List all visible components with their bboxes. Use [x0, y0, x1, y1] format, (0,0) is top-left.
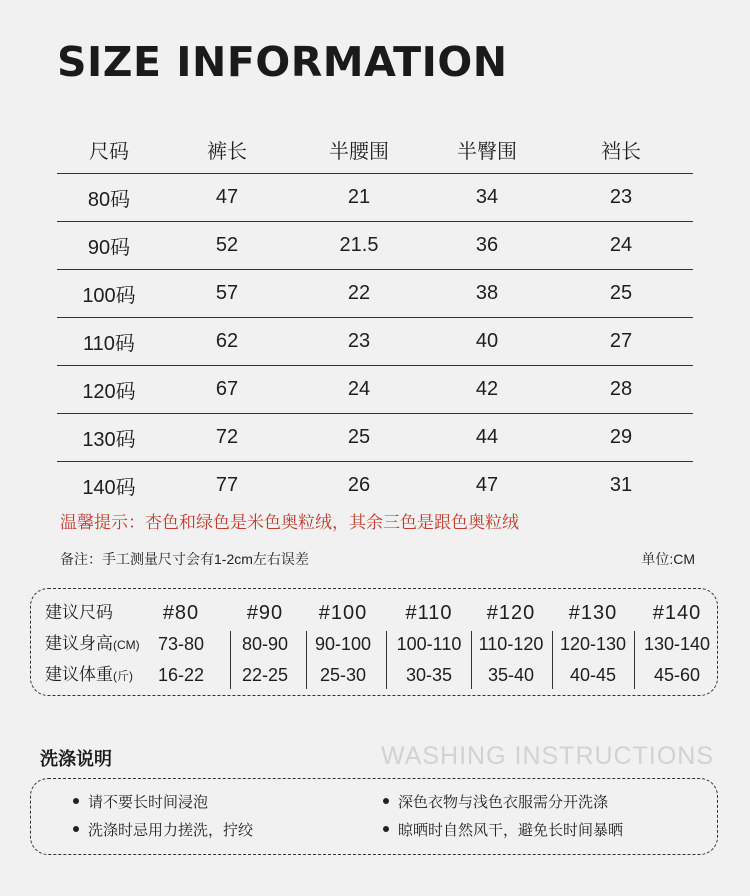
- table-row: [57, 222, 693, 270]
- recommend-size: #130: [568, 602, 618, 624]
- table-cell: 80码: [57, 174, 161, 222]
- table-cell: 130码: [57, 414, 161, 462]
- table-row: [57, 462, 693, 510]
- table-cell: 28: [549, 366, 693, 414]
- recommend-box: [30, 588, 718, 696]
- recommend-size-row: [31, 597, 717, 629]
- table-cell: 62: [161, 318, 293, 366]
- recommend-height: 130-140: [643, 634, 711, 654]
- table-cell: 67: [161, 366, 293, 414]
- table-cell: 52: [161, 222, 293, 270]
- washing-box: [30, 778, 718, 855]
- washing-item: 请不要长时间浸泡: [73, 793, 208, 813]
- table-cell: 21.5: [293, 222, 425, 270]
- table-cell: 26: [347, 474, 371, 496]
- table-cell: 44: [425, 414, 549, 462]
- table-cell: 77: [215, 474, 239, 496]
- recommend-height: 100-110: [396, 634, 462, 654]
- table-row: [57, 270, 693, 318]
- table-cell: 23: [549, 174, 693, 222]
- recommend-size: #80: [162, 602, 200, 624]
- recommend-size: #100: [318, 602, 368, 624]
- note-text: 备注：手工测量尺寸会有1-2cm左右误差: [60, 551, 309, 567]
- table-row: [57, 366, 693, 414]
- table-cell: 120码: [57, 366, 161, 414]
- recommend-weight-row: [31, 659, 717, 691]
- recommend-weight: 30-35: [405, 665, 453, 685]
- header-length: 裤长: [161, 125, 293, 174]
- column-divider: [230, 631, 231, 689]
- recommend-weight: 16-22: [157, 665, 205, 685]
- table-cell: 100码: [57, 270, 161, 318]
- recommend-height: 80-90: [241, 634, 289, 654]
- recommend-size: #140: [652, 602, 702, 624]
- bullet-icon: [73, 826, 79, 832]
- tip-text: 温馨提示：杏色和绿色是米色奥粒绒，其余三色是跟色奥粒绒: [60, 513, 519, 532]
- table-row: [57, 318, 693, 366]
- table-cell: 23: [293, 318, 425, 366]
- bullet-icon: [383, 798, 389, 804]
- header-rise: 裆长: [549, 125, 693, 174]
- recommend-weight-label: 建议体重(斤): [45, 665, 133, 684]
- table-cell: 25: [293, 414, 425, 462]
- column-divider: [471, 631, 472, 689]
- recommend-weight: 45-60: [653, 665, 701, 685]
- recommend-height: 120-130: [559, 634, 627, 654]
- table-cell: 31: [609, 474, 633, 496]
- table-cell: 47: [161, 174, 293, 222]
- table-cell: 38: [425, 270, 549, 318]
- table-cell: 24: [293, 366, 425, 414]
- recommend-height: 90-100: [314, 634, 372, 654]
- recommend-height: 73-80: [157, 634, 205, 654]
- recommend-weight: 25-30: [319, 665, 367, 685]
- recommend-weight: 35-40: [487, 665, 535, 685]
- header-waist: 半腰围: [293, 125, 425, 174]
- table-cell: 29: [549, 414, 693, 462]
- table-cell: 34: [425, 174, 549, 222]
- recommend-size: #120: [486, 602, 536, 624]
- table-cell: 40: [425, 318, 549, 366]
- table-row: [57, 414, 693, 462]
- recommend-weight: 22-25: [241, 665, 289, 685]
- bullet-icon: [383, 826, 389, 832]
- washing-item: 晾晒时自然风干，避免长时间暴晒: [383, 821, 623, 841]
- recommend-size: #90: [246, 602, 284, 624]
- unit-text: 单位:CM: [641, 551, 695, 567]
- washing-title-en: WASHING INSTRUCTIONS: [381, 742, 714, 770]
- table-cell: 90码: [57, 222, 161, 270]
- table-cell: 21: [293, 174, 425, 222]
- washing-title: 洗涤说明: [40, 749, 112, 769]
- washing-item: 深色衣物与浅色衣服需分开洗涤: [383, 793, 608, 813]
- table-cell: 140码: [82, 477, 136, 499]
- washing-item: 洗涤时忌用力搓洗，拧绞: [73, 821, 253, 841]
- table-cell: 22: [293, 270, 425, 318]
- size-table: [57, 125, 693, 509]
- table-cell: 25: [549, 270, 693, 318]
- table-cell: 72: [161, 414, 293, 462]
- page-title: SIZE INFORMATION: [57, 38, 508, 86]
- table-cell: 47: [475, 474, 499, 496]
- table-cell: 27: [549, 318, 693, 366]
- bullet-icon: [73, 798, 79, 804]
- column-divider: [634, 631, 635, 689]
- recommend-height-label: 建议身高(CM): [45, 634, 140, 653]
- table-cell: 36: [425, 222, 549, 270]
- recommend-height-row: [31, 628, 717, 660]
- recommend-size: #110: [405, 602, 453, 624]
- table-cell: 42: [425, 366, 549, 414]
- column-divider: [306, 631, 307, 689]
- column-divider: [552, 631, 553, 689]
- table-cell: 57: [161, 270, 293, 318]
- column-divider: [386, 631, 387, 689]
- recommend-size-label: 建议尺码: [45, 603, 113, 622]
- recommend-weight: 40-45: [569, 665, 617, 685]
- table-cell: 110码: [57, 318, 161, 366]
- recommend-height: 110-120: [478, 634, 544, 654]
- header-size: 尺码: [57, 125, 161, 174]
- table-row: [57, 174, 693, 222]
- table-cell: 24: [549, 222, 693, 270]
- header-hip: 半臀围: [425, 125, 549, 174]
- table-header-row: [57, 125, 693, 174]
